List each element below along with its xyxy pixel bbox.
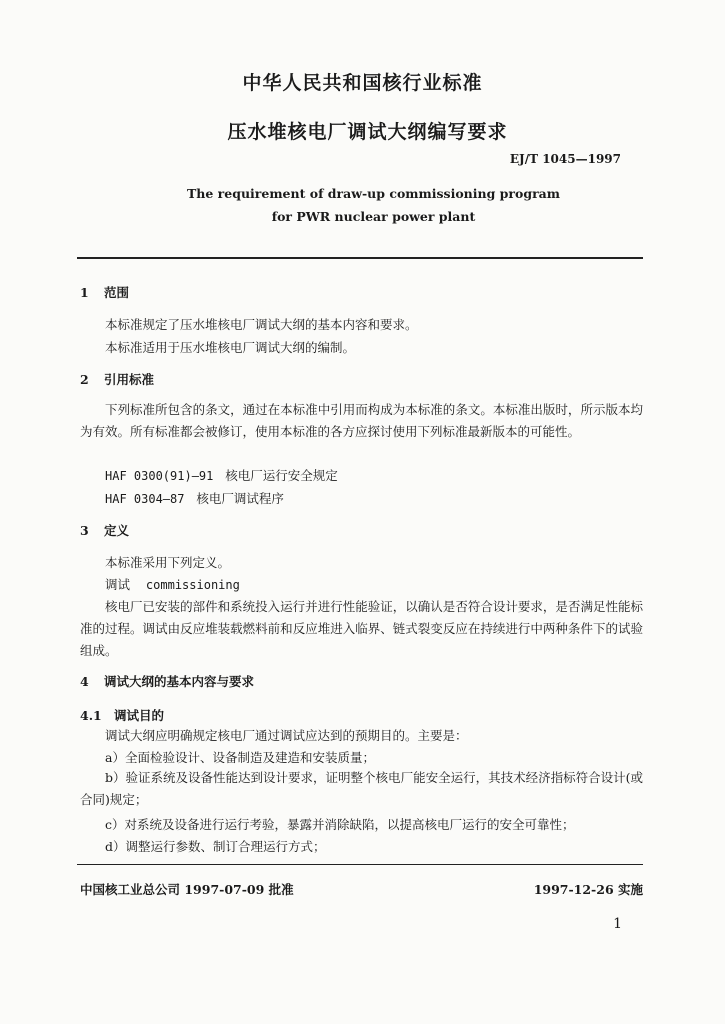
reference-name: 核电厂运行安全规定 (225, 468, 338, 483)
section-3-paragraph (80, 596, 643, 662)
section-1-line2: 本标准适用于压水堆核电厂调试大纲的编制。 (105, 340, 356, 355)
issue-info: 中国核工业总公司 1997-07-09 批准 (80, 882, 294, 897)
section-1-line1: 本标准规定了压水堆核电厂调试大纲的基本内容和要求。 (105, 317, 418, 332)
list-item-d: d）调整运行参数、制订合理运行方式； (105, 839, 326, 854)
reference-code: HAF 0300(91)—91 (105, 469, 214, 483)
list-item-a: a）全面检验设计、设备制造及建造和安装质量； (105, 750, 375, 765)
definition-text: 核电厂已安装的部件和系统投入运行并进行性能验证，以确认是否符合设计要求，是否满足性能标准的过程。调试由反应堆装载燃料前和反应堆进入临界、链式裂变反应在持续进行中两种条件下的试验组成。 (80, 599, 643, 658)
term-english: commissioning (145, 578, 240, 592)
section-title: 引用标准 (104, 372, 155, 387)
definition-term (105, 575, 240, 593)
section-title: 范围 (104, 285, 130, 300)
header-divider (77, 257, 643, 259)
section-4-heading (80, 672, 254, 690)
section-title: 调试大纲的基本内容与要求 (104, 674, 255, 689)
section-number: 2 (80, 372, 89, 387)
subsection-4-1-heading (80, 706, 164, 724)
reference-1 (105, 466, 338, 484)
list-item-b (80, 767, 643, 811)
section-number: 3 (80, 523, 89, 538)
section-2-text: 下列标准所包含的条文，通过在本标准中引用而构成为本标准的条文。本标准出版时，所示版本均为有效。所有标准都会被修订，使用本标准的各方应探讨使用下列标准最新版本的可能性。 (80, 402, 643, 439)
section-title: 定义 (104, 523, 130, 538)
reference-2 (105, 489, 284, 507)
org-title: 中华人民共和国核行业标准 (242, 72, 483, 94)
reference-code: HAF 0304—87 (105, 492, 185, 506)
subsection-number: 4.1 (80, 708, 102, 723)
english-title-line2: for PWR nuclear power plant (271, 209, 476, 224)
section-2-heading (80, 370, 154, 388)
section-number: 1 (80, 285, 89, 300)
reference-name: 核电厂调试程序 (196, 491, 284, 506)
term-chinese: 调试 (105, 577, 131, 592)
standard-title: 压水堆核电厂调试大纲编写要求 (227, 121, 508, 143)
list-item-b-text: b）验证系统及设备性能达到设计要求，证明整个核电厂能安全运行，其技术经济指标符合设计(或合同)规定； (80, 770, 643, 807)
page-number: 1 (613, 916, 622, 932)
section-1-heading (80, 283, 129, 301)
section-2-paragraph (80, 399, 643, 443)
english-title-line1: The requirement of draw-up commissioning program (186, 186, 560, 201)
section-number: 4 (80, 674, 89, 689)
footer-divider (77, 864, 643, 865)
section-3-heading (80, 521, 129, 539)
standard-code: EJ/T 1045—1997 (509, 152, 621, 166)
effective-date: 1997-12-26 实施 (533, 882, 643, 897)
section-3-line1: 本标准采用下列定义。 (105, 555, 231, 570)
subsection-intro: 调试大纲应明确规定核电厂通过调试应达到的预期目的。主要是： (105, 728, 468, 743)
subsection-title: 调试目的 (114, 708, 165, 723)
list-item-c: c）对系统及设备进行运行考验，暴露并消除缺陷，以提高核电厂运行的安全可靠性； (105, 817, 575, 832)
